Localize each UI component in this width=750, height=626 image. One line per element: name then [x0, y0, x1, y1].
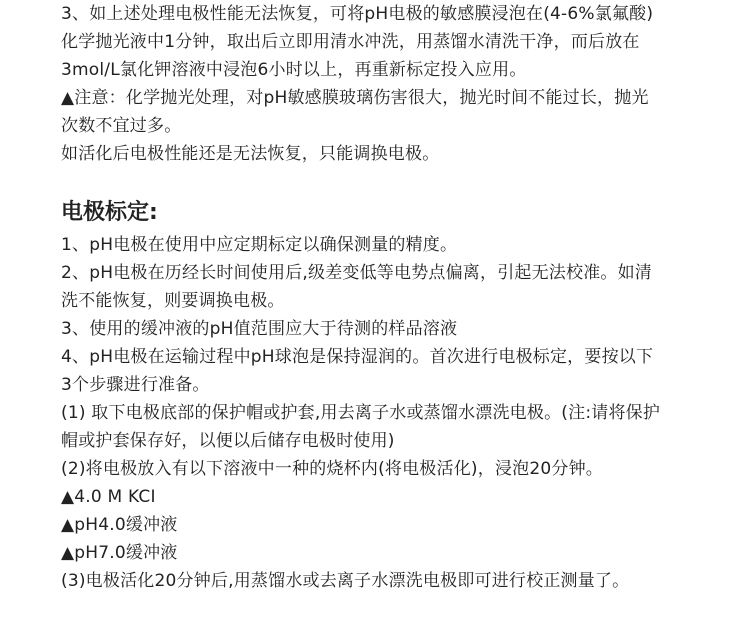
text-line: 1、pH电极在使用中应定期标定以确保测量的精度。 [61, 235, 458, 255]
text-line: 如活化后电极性能还是无法恢复，只能调换电极。 [61, 144, 440, 164]
top-section [61, 0, 711, 168]
bullet-line: ▲pH4.0缓冲液 [61, 515, 178, 535]
note-line: ▲注意：化学抛光处理，对pH敏感膜玻璃伤害很大，抛光时间不能过长，抛光 [61, 88, 649, 108]
text-line: (3)电极活化20分钟后,用蒸馏水或去离子水漂洗电极即可进行校正测量了。 [61, 571, 630, 591]
text-line: 洗不能恢复，则要调换电极。 [61, 291, 285, 311]
text-line: 3、如上述处理电极性能无法恢复，可将pH电极的敏感膜浸泡在(4-6%氯氟酸) [61, 4, 654, 24]
text-line: 3个步骤进行准备。 [61, 375, 210, 395]
text-line: 化学抛光液中1分钟，取出后立即用清水冲洗，用蒸馏水清洗干净，而后放在 [61, 32, 640, 52]
bullet-line: ▲4.0 M KCI [61, 487, 156, 507]
text-line: 次数不宜过多。 [61, 116, 182, 136]
text-line: (2)将电极放入有以下溶液中一种的烧杯内(将电极活化)，浸泡20分钟。 [61, 459, 603, 479]
section-heading: 电极标定: [61, 200, 158, 225]
text-line: (1) 取下电极底部的保护帽或护套,用去离子水或蒸馏水漂洗电极。(注:请将保护 [61, 403, 661, 423]
bullet-line: ▲pH7.0缓冲液 [61, 543, 178, 563]
text-line: 4、pH电极在运输过程中pH球泡是保持湿润的。首次进行电极标定，要按以下 [61, 347, 654, 367]
calibration-section [61, 231, 711, 595]
text-line: 3、使用的缓冲液的pH值范围应大于待测的样品溶液 [61, 319, 458, 339]
text-line: 3mol/L氯化钾溶液中浸泡6小时以上，再重新标定投入应用。 [61, 60, 527, 80]
text-line: 2、pH电极在历经长时间使用后,级差变低等电势点偏离，引起无法校准。如清 [61, 263, 652, 283]
text-line: 帽或护套保存好，以便以后储存电极时使用) [61, 431, 395, 451]
